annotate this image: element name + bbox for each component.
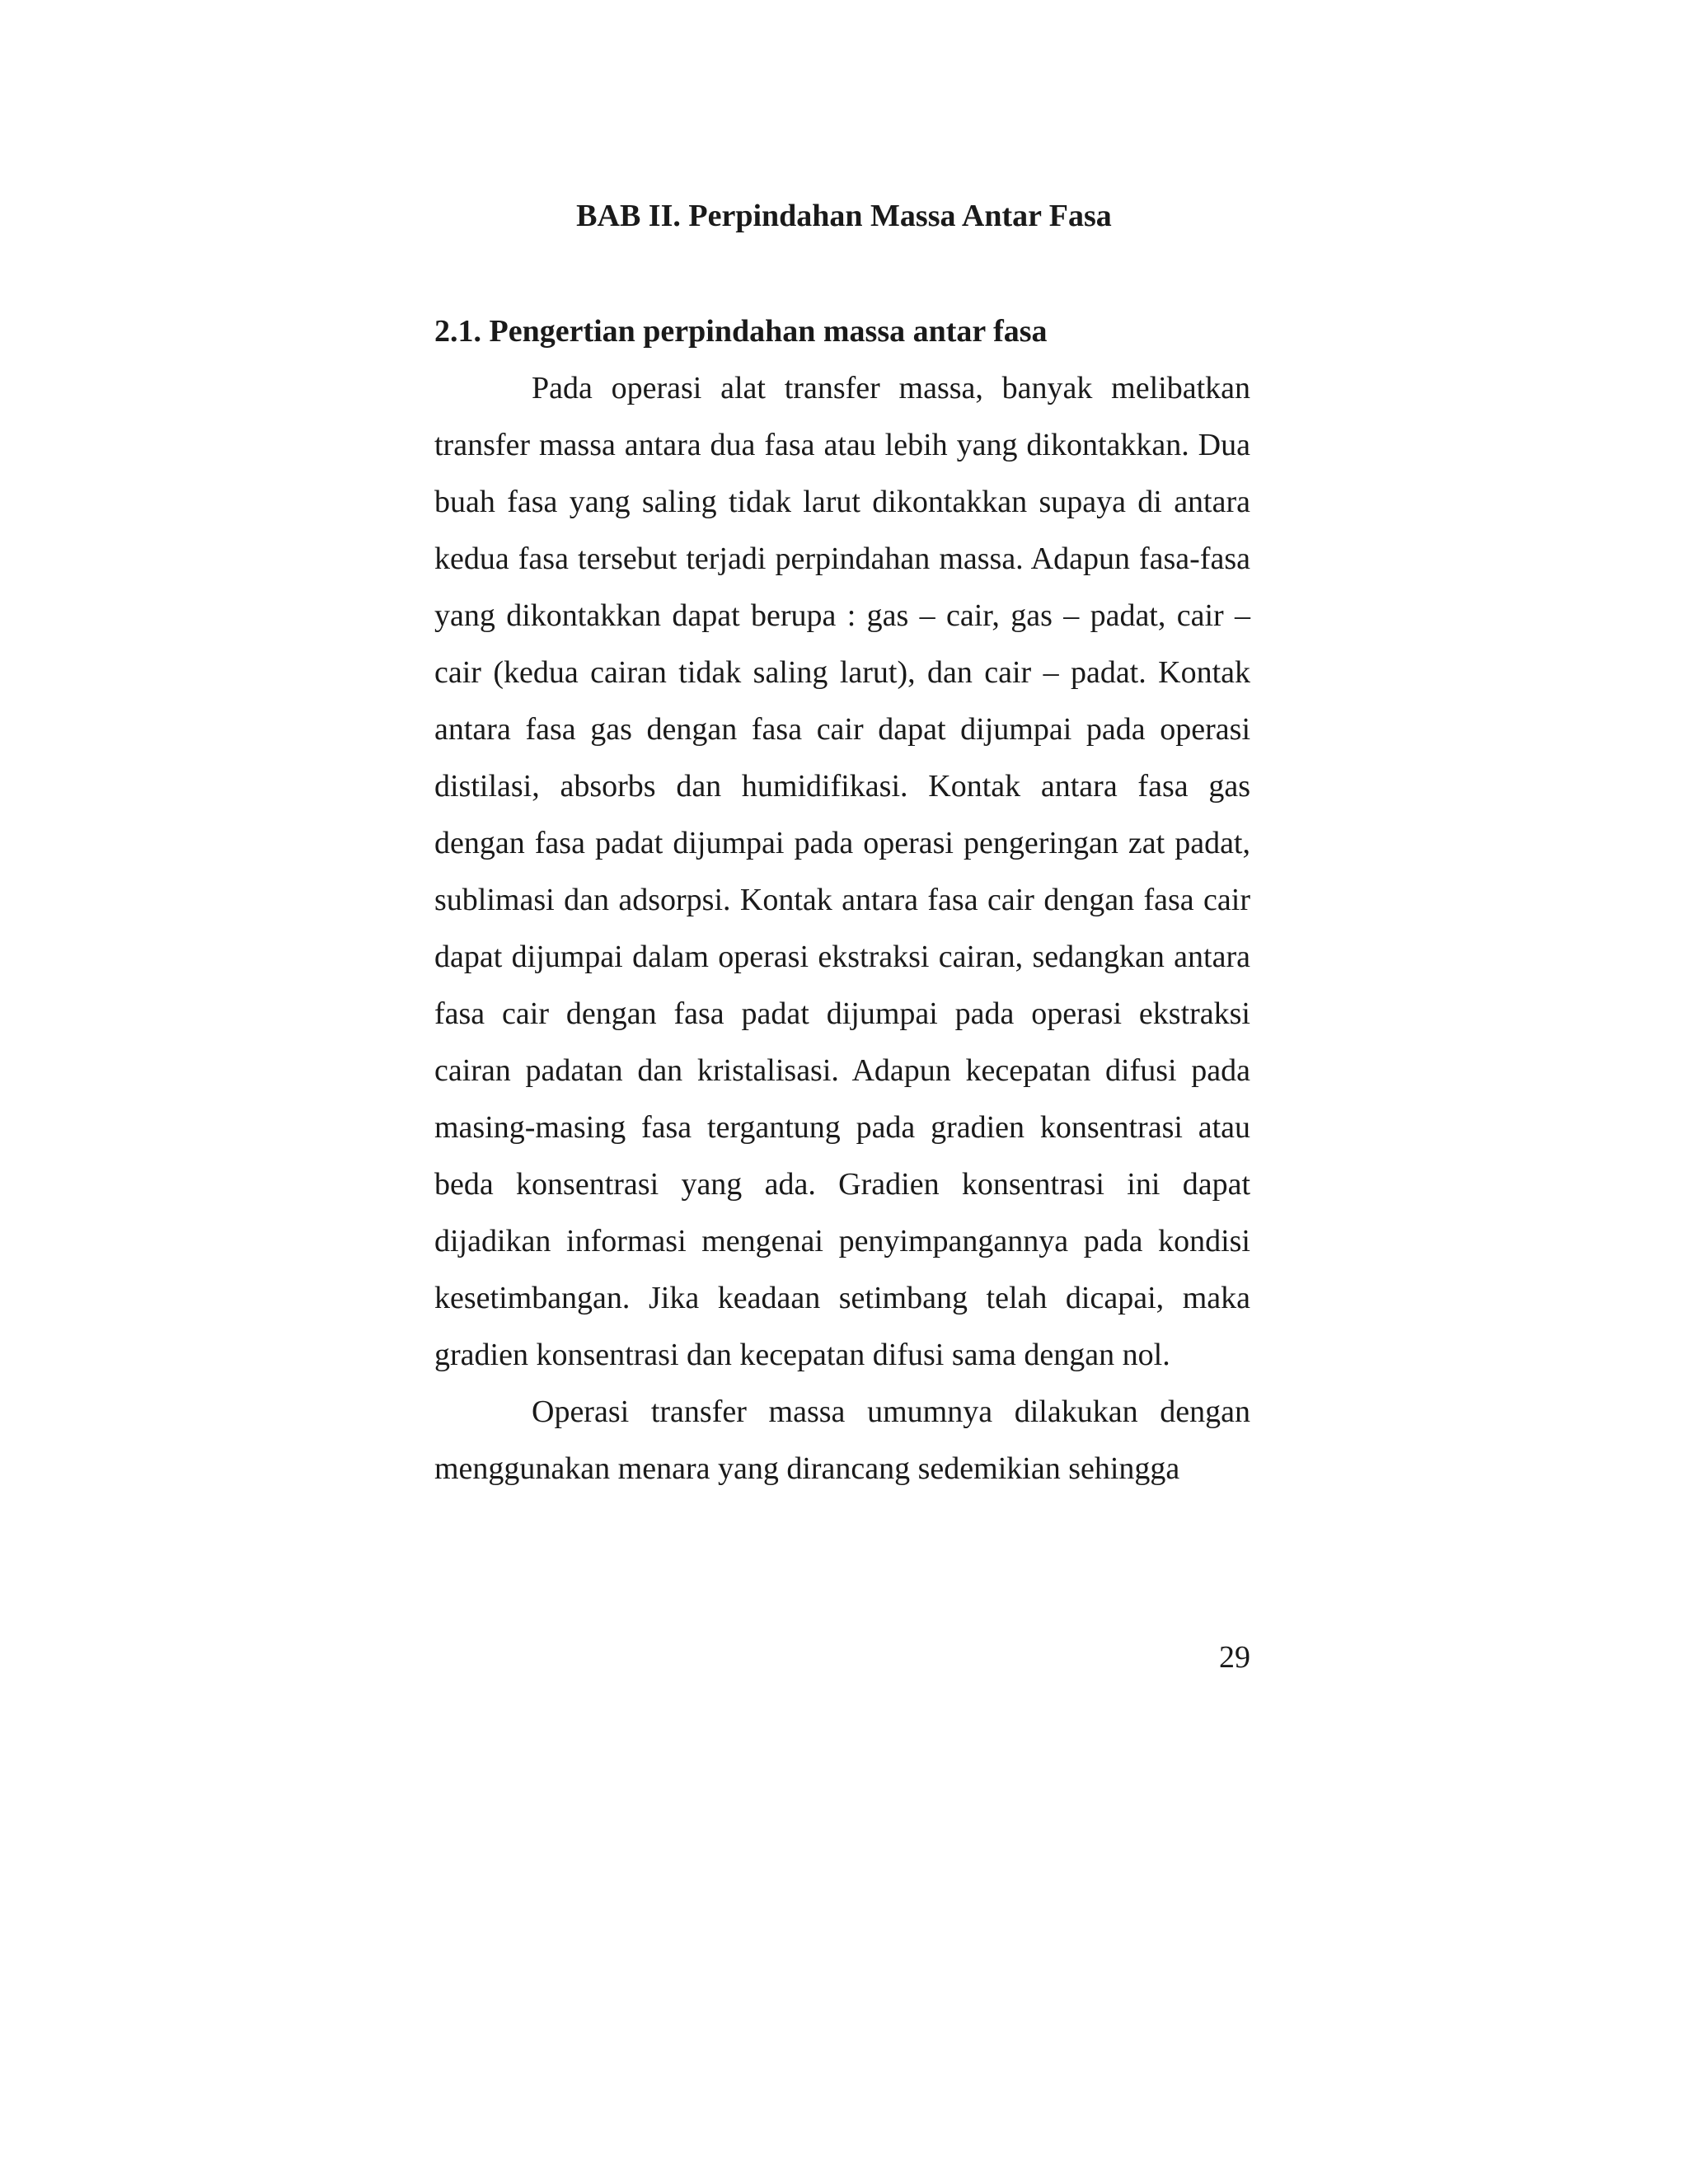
paragraph-2: Operasi transfer massa umumnya dilakukan dengan menggunakan menara yang dirancang sedemikian sehingga [434,1394,1250,1486]
page-number: 29 [1219,1640,1250,1675]
section-title: 2.1. Pengertian perpindahan massa antar fasa [434,314,1048,349]
body-text [434,360,1250,1497]
paragraph-1: Pada operasi alat transfer massa, banyak melibatkan transfer massa antara dua fasa atau lebih yang dikontakkan. Dua buah fasa yang saling tidak larut dikontakkan supaya di antara kedua fasa tersebut terjadi perpindahan massa. Adapun fasa-fasa yang dikontakkan dapat berupa : gas – cair, gas – padat, cair – cair (kedua cairan tidak saling larut), dan cair – padat. Kontak antara fasa gas dengan fasa cair dapat dijumpai pada operasi distilasi, absorbs dan humidifikasi. Kontak antara fasa gas dengan fasa padat dijumpai pada operasi pengeringan zat padat, sublimasi dan adsorpsi. Kontak antara fasa cair dengan fasa cair dapat dijumpai dalam operasi ekstraksi cairan, sedangkan antara fasa cair dengan fasa padat dijumpai pada operasi ekstraksi cairan padatan dan kristalisasi. Adapun kecepatan difusi pada masing-masing fasa tergantung pada gradien konsentrasi atau beda konsentrasi yang ada. Gradien konsentrasi ini dapat dijadikan informasi mengenai penyimpangannya pada kondisi kesetimbangan. Jika keadaan setimbang telah dicapai, maka gradien konsentrasi dan kecepatan difusi sama dengan nol. [434,371,1250,1372]
chapter-title: BAB II. Perpindahan Massa Antar Fasa [576,199,1112,233]
